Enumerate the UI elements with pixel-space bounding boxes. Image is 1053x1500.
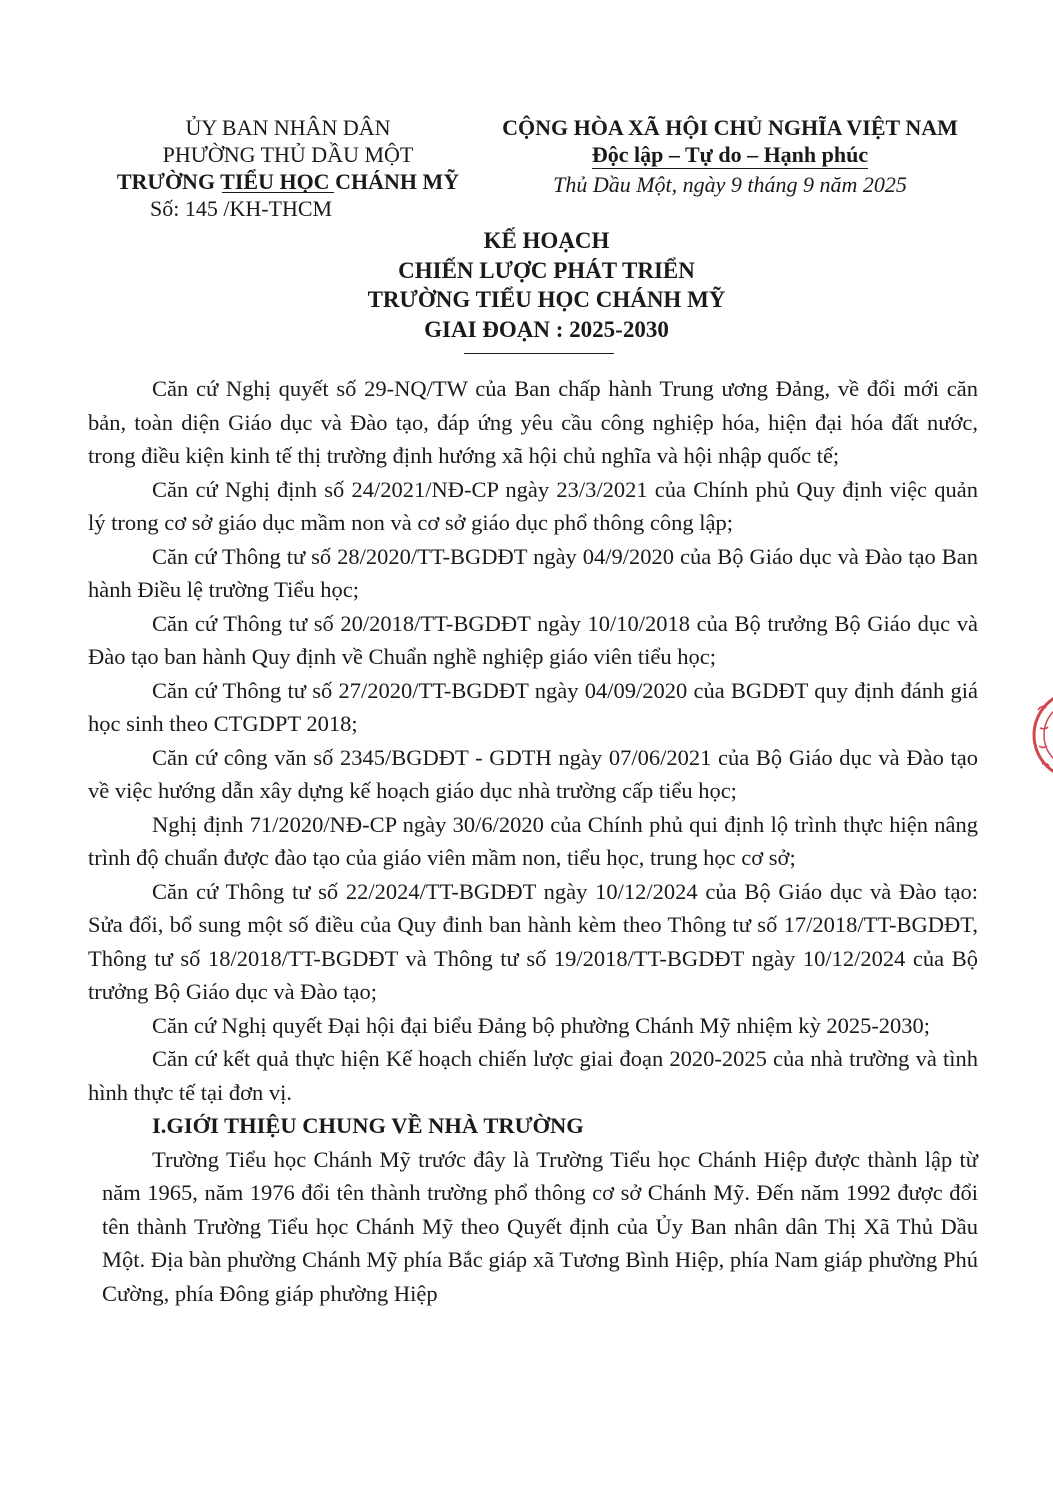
legal-basis-paragraph: Căn cứ Nghị định số 24/2021/NĐ-CP ngày 23/3/2021 của Chính phủ Quy định việc quản lý trong cơ sở giáo dục mầm non và cơ sở giáo dục phổ thông công lập; (88, 476, 978, 535)
title-line-4: GIAI ĐOẠN : 2025-2030 (424, 316, 669, 342)
title-line-2: CHIẾN LƯỢC PHÁT TRIỂN (398, 257, 695, 283)
legal-basis-paragraph: Nghị định 71/2020/NĐ-CP ngày 30/6/2020 của Chính phủ qui định lộ trình thực hiện nâng trình độ chuẩn được đào tạo của giáo viên mầm non, tiểu học, trung học cơ sở; (88, 811, 978, 870)
legal-basis-paragraph: Căn cứ Nghị quyết số 29-NQ/TW của Ban chấp hành Trung ương Đảng, về đổi mới căn bản, toàn diện Giáo dục và Đào tạo, đáp ứng yêu cầu công nghiệp hóa, hiện đại hóa đất nước, trong điều kiện kinh tế thị trường định hướng xã hội chủ nghĩa và hội nhập quốc tế; (88, 376, 978, 468)
legal-basis-paragraph: Căn cứ Thông tư số 27/2020/TT-BGDĐT ngày 04/09/2020 của BGDĐT quy định đánh giá học sinh theo CTGDPT 2018; (88, 677, 978, 736)
school-name-underline (222, 192, 334, 193)
national-motto: Độc lập – Tự do – Hạnh phúc (591, 142, 869, 167)
issuing-agency-block (88, 114, 488, 222)
document-title (0, 226, 1053, 344)
legal-basis-paragraph: Căn cứ Nghị quyết Đại hội đại biểu Đảng bộ phường Chánh Mỹ nhiệm kỳ 2025-2030; (152, 1012, 931, 1038)
legal-basis-paragraph: Căn cứ Thông tư số 20/2018/TT-BGDĐT ngày 10/10/2018 của Bộ trưởng Bộ Giáo dục và Đào tạo ban hành Quy định về Chuẩn nghề nghiệp giáo viên tiểu học; (88, 610, 978, 669)
legal-basis-paragraph: Căn cứ Thông tư số 22/2024/TT-BGDĐT ngày 10/12/2024 của Bộ Giáo dục và Đào tạo: Sửa đổi, bổ sung một số điều của Quy đinh ban hành kèm theo Thông tư số 17/2018/TT-BGDĐT, Thông tư số 18/2018/TT-BGDĐT và Thông tư số 19/2018/TT-BGDĐT ngày 10/12/2024 của Bộ trưởng Bộ Giáo dục và Đào tạo; (88, 878, 978, 1004)
section-heading: I.GIỚI THIỆU CHUNG VỀ NHÀ TRƯỜNG (152, 1113, 584, 1138)
document-number: Số: 145 /KH-THCM (150, 196, 333, 221)
school-intro-paragraph: Trường Tiểu học Chánh Mỹ trước đây là Trường Tiểu học Chánh Hiệp được thành lập từ năm 1965, năm 1976 đổi tên thành trường phổ thông cơ sở Chánh Mỹ. Đến năm 1992 được đổi tên thành Trường Tiểu học Chánh Mỹ theo Quyết định của Ủy Ban nhân dân Thị Xã Thủ Dầu Một. Địa bàn phường Chánh Mỹ phía Bắc giáp xã Tương Bình Hiệp, phía Nam giáp phường Phú Cường, phía Đông giáp phường Hiệp (102, 1146, 978, 1306)
title-line-3: TRƯỜNG TIỂU HỌC CHÁNH MỸ (367, 287, 726, 312)
national-title: CỘNG HÒA XÃ HỘI CHỦ NGHĨA VIỆT NAM (502, 115, 958, 140)
legal-basis-paragraph: Căn cứ kết quả thực hiện Kế hoạch chiến lược giai đoạn 2020-2025 của nhà trường và tình hình thực tế tại đơn vị. (88, 1046, 978, 1105)
official-seal-fragment (1030, 680, 1053, 790)
school-name (117, 168, 459, 195)
school-name-text: TRƯỜNG TIỂU HỌC CHÁNH MỸ (116, 169, 460, 194)
title-divider (464, 353, 614, 354)
legal-basis-paragraph: Căn cứ Thông tư số 28/2020/TT-BGDĐT ngày 04/9/2020 của Bộ Giáo dục và Đào tạo Ban hành Điều lệ trường Tiểu học; (88, 543, 978, 602)
agency-line-1: ỦY BAN NHÂN DÂN (185, 115, 391, 140)
document-body (88, 372, 978, 1310)
title-line-1: KẾ HOẠCH (483, 228, 610, 253)
national-header-block (470, 114, 990, 198)
legal-basis-paragraph: Căn cứ công văn số 2345/BGDĐT - GDTH ngày 07/06/2021 của Bộ Giáo dục và Đào tạo về việc hướng dẫn xây dựng kế hoạch giáo dục nhà trường cấp tiểu học; (88, 744, 978, 803)
agency-line-2: PHƯỜNG THỦ DẦU MỘT (162, 142, 414, 167)
document-date: Thủ Dầu Một, ngày 9 tháng 9 năm 2025 (553, 172, 907, 197)
